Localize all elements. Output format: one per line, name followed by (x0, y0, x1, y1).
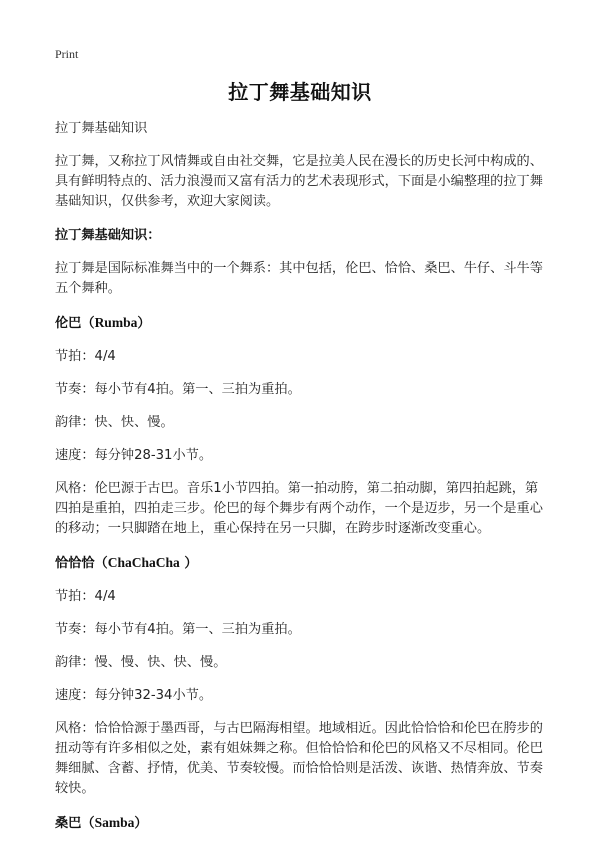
chacha-style: 风格：恰恰恰源于墨西哥，与古巴隔海相望。地域相近。因此恰恰恰和伦巴在胯步的扭动等有许多相似之处，素有姐妹舞之称。但恰恰恰和伦巴的风格又不尽相同。伦巴舞细腻、含蓄、抒情，优美、节奏较慢。而恰恰恰则是活泼、诙谐、热情奔放、节奏较快。 (55, 721, 543, 796)
chacha-heading (55, 553, 547, 574)
rumba-heading-cn: 伦巴（ (55, 316, 95, 331)
samba-heading-cn: 桑巴（ (55, 816, 95, 831)
chacha-tempo: 速度：每分钟32-34小节。 (55, 688, 213, 703)
samba-heading (55, 813, 547, 834)
print-link[interactable]: Print (55, 47, 79, 61)
rumba-melody: 韵律：快、快、慢。 (55, 415, 174, 430)
rumba-heading (55, 313, 547, 334)
chacha-rhythm: 节奏：每小节有4拍。第一、三拍为重拍。 (55, 622, 301, 637)
rumba-tempo: 速度：每分钟28-31小节。 (55, 448, 213, 463)
article-body (55, 119, 547, 847)
rumba-beat: 节拍：4/4 (55, 349, 116, 364)
chacha-heading-cn: 恰恰恰（ (55, 556, 108, 571)
chacha-heading-end: ） (179, 556, 198, 571)
samba-heading-latin: Samba (94, 815, 135, 830)
page-title: 拉丁舞基础知识 (228, 80, 372, 104)
chacha-melody: 韵律：慢、慢、快、快、慢。 (55, 655, 227, 670)
intro-paragraph: 拉丁舞，又称拉丁风情舞或自由社交舞，它是拉美人民在漫长的历史长河中构成的、具有鲜明特点的、活力浪漫而又富有活力的艺术表现形式，下面是小编整理的拉丁舞基础知识，仅供参考，欢迎大家阅读。 (55, 154, 543, 209)
samba-heading-end: ） (134, 816, 148, 831)
section-heading: 拉丁舞基础知识： (55, 228, 161, 243)
chacha-heading-latin: ChaChaCha (107, 555, 180, 570)
rumba-style: 风格：伦巴源于古巴。音乐1小节四拍。第一拍动胯，第二拍动脚，第四拍起跳，第四拍是重拍，四拍走三步。伦巴的每个舞步有两个动作，一个是迈步，另一个是重心的移动；一只脚踏在地上，重心保持在另一只脚，在跨步时逐渐改变重心。 (55, 481, 543, 536)
rumba-rhythm: 节奏：每小节有4拍。第一、三拍为重拍。 (55, 382, 301, 397)
rumba-heading-end: ） (137, 316, 151, 331)
rumba-heading-latin: Rumba (94, 315, 138, 330)
article-subtitle: 拉丁舞基础知识 (55, 121, 148, 136)
section-intro-paragraph: 拉丁舞是国际标准舞当中的一个舞系：其中包括，伦巴、恰恰、桑巴、牛仔、斗牛等五个舞种。 (55, 261, 543, 296)
chacha-beat: 节拍：4/4 (55, 589, 116, 604)
